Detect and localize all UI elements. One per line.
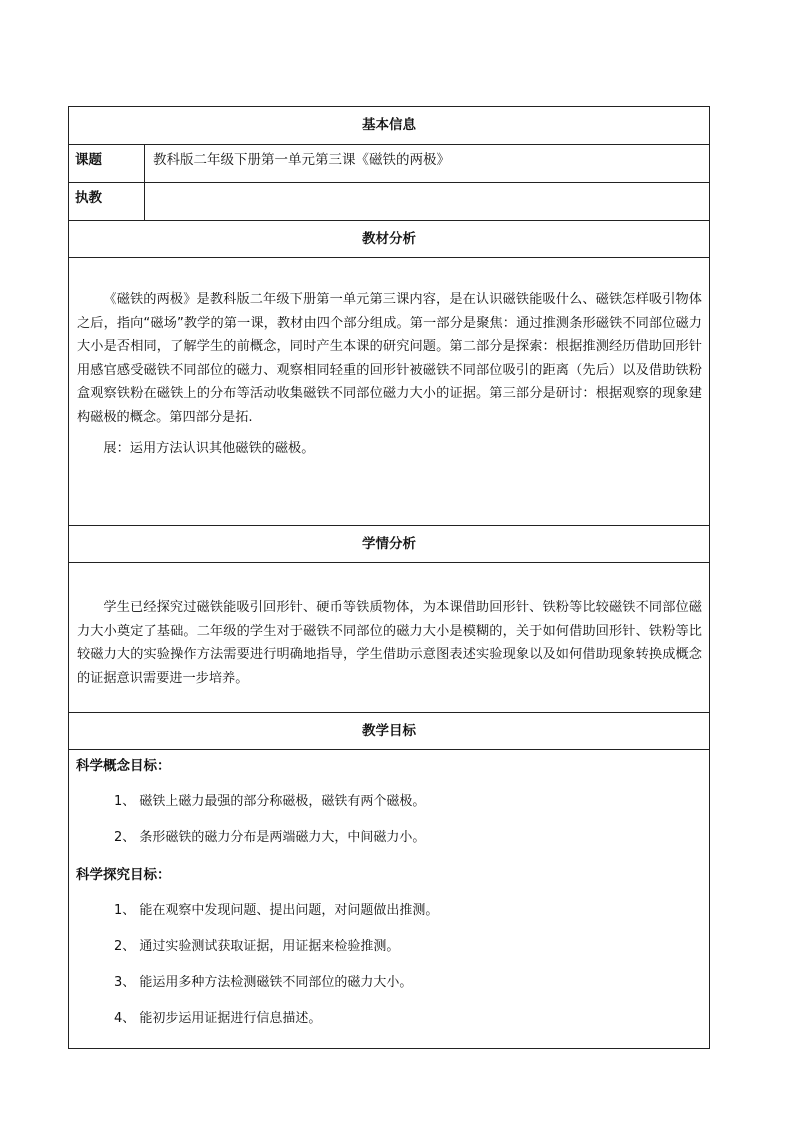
textbook-paragraph-2: 展：运用方法认识其他磁铁的磁极。	[103, 441, 315, 456]
lesson-plan-table-wrapper	[68, 106, 709, 1049]
inquiry-goal-item: 1、 能在观察中发现问题、提出问题，对问题做出推测。	[114, 903, 439, 918]
students-header-row	[69, 526, 710, 563]
teacher-value	[145, 183, 710, 221]
textbook-content-row	[69, 258, 710, 526]
students-content-row	[69, 563, 710, 713]
students-paragraph: 学生已经探究过磁铁能吸引回形针、硬币等铁质物体，为本课借助回形针、铁粉等比较磁铁不同部位磁力大小奠定了基础。二年级的学生对于磁铁不同部位的磁力大小是模糊的，关于如何借助回形针、铁粉等比较磁力大的实验操作方法需要进行明确地指导，学生借助示意图表述实验现象以及如何借助现象转换成概念的证据意识需要进一步培养。	[77, 600, 702, 686]
lesson-plan-table	[68, 106, 710, 1049]
basic-info-heading: 基本信息	[69, 107, 710, 145]
students-content-cell	[69, 563, 710, 713]
inquiry-goal-item: 4、 能初步运用证据进行信息描述。	[114, 1011, 322, 1026]
concept-goal-item: 1、 磁铁上磁力最强的部分称磁极，磁铁有两个磁极。	[114, 794, 426, 809]
course-row	[69, 145, 710, 183]
inquiry-goals-title: 科学探究目标：	[76, 867, 171, 883]
objectives-heading: 教学目标	[69, 713, 710, 750]
concept-goals-title: 科学概念目标：	[76, 758, 171, 774]
inquiry-goal-item: 2、 通过实验测试获取证据，用证据来检验推测。	[114, 939, 400, 954]
basic-info-header-row	[69, 107, 710, 145]
course-value: 教科版二年级下册第一单元第三课《磁铁的两极》	[145, 145, 710, 183]
textbook-heading: 教材分析	[69, 221, 710, 258]
teacher-row	[69, 183, 710, 221]
textbook-header-row	[69, 221, 710, 258]
textbook-paragraph-1: 《磁铁的两极》是教科版二年级下册第一单元第三课内容，是在认识磁铁能吸什么、磁铁怎样吸引物体之后，指向“磁场”教学的第一课，教材由四个部分组成。第一部分是聚焦：通过推测条形磁铁不同部位磁力大小是否相同，了解学生的前概念，同时产生本课的研究问题。第二部分是探索：根据推测经历借助回形针用感官感受磁铁不同部位的磁力、观察相同轻重的回形针被磁铁不同部位吸引的距离（先后）以及借助铁粉盒观察铁粉在磁铁上的分布等活动收集磁铁不同部位磁力大小的证据。第三部分是研讨：根据观察的现象建构磁极的概念。第四部分是拓.	[77, 292, 702, 425]
objectives-content-cell	[69, 750, 710, 1049]
objectives-header-row	[69, 713, 710, 750]
objectives-content-row	[69, 750, 710, 1049]
course-label: 课题	[69, 145, 145, 183]
concept-goal-item: 2、 条形磁铁的磁力分布是两端磁力大，中间磁力小。	[114, 830, 426, 845]
inquiry-goal-item: 3、 能运用多种方法检测磁铁不同部位的磁力大小。	[114, 975, 413, 990]
textbook-content-cell	[69, 258, 710, 526]
students-heading: 学情分析	[69, 526, 710, 563]
teacher-label: 执教	[69, 183, 145, 221]
